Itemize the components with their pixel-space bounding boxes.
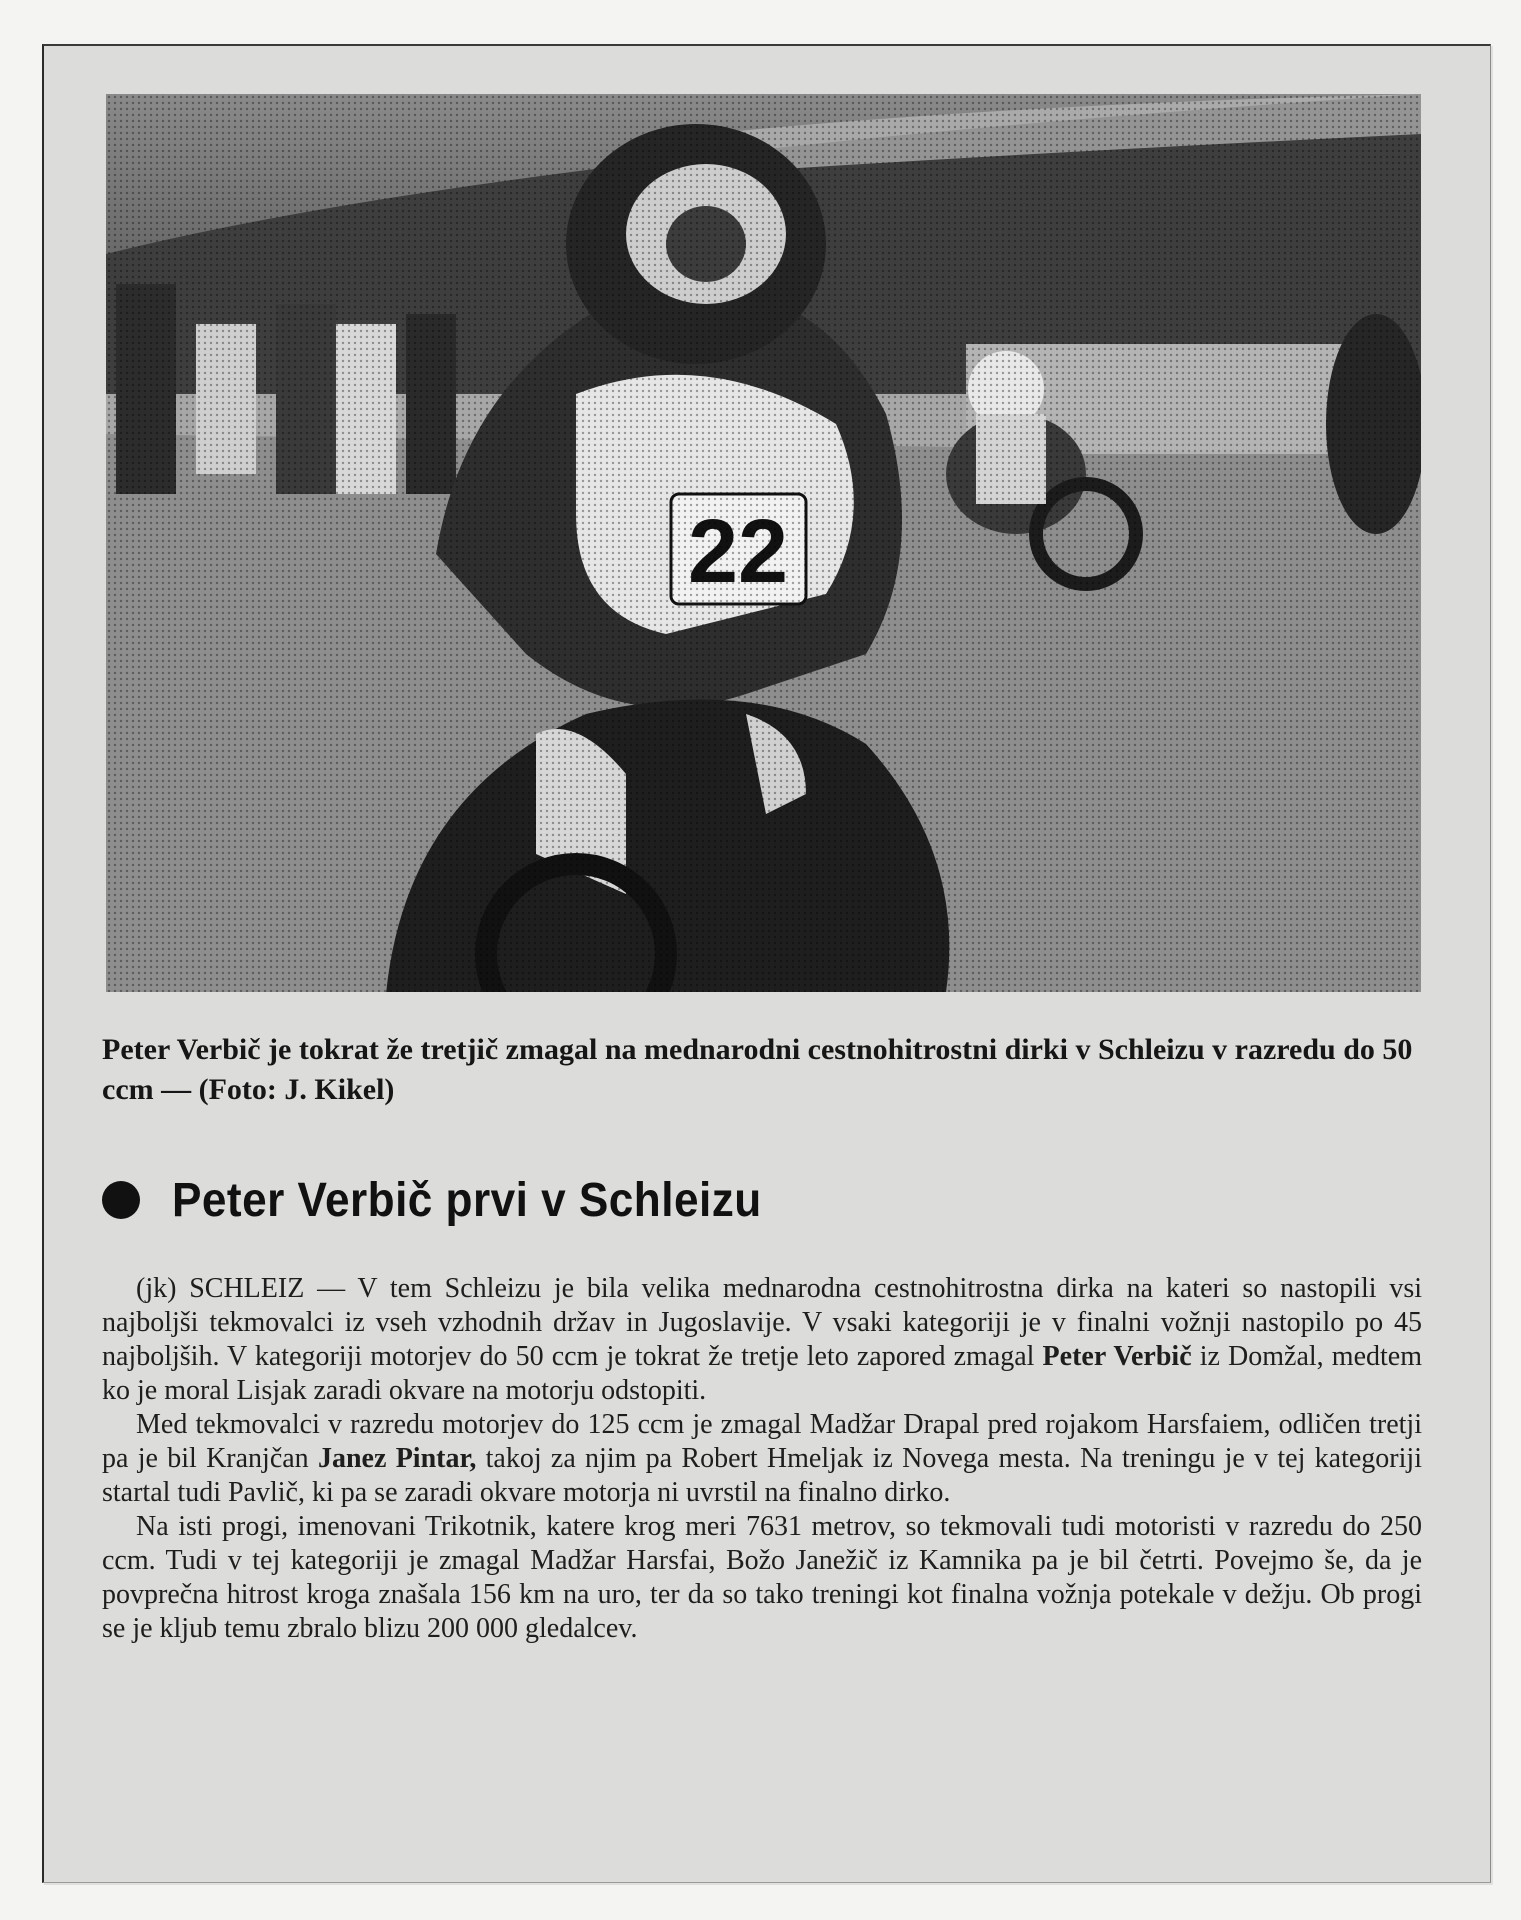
article-body (102, 1272, 1422, 1646)
photo-caption: Peter Verbič je tokrat že tretjič zmagal na mednarodni cestnohitrostni dirki v Schleizu v razredu do 50 ccm — (Foto: J. Kikel) (102, 1033, 1413, 1106)
article-paragraph: Na isti progi, imenovani Trikotnik, katere krog meri 7631 metrov, so tekmovali tudi motoristi v razredu do 250 ccm. Tudi v tej kategoriji je zmagal Madžar Harsfai, Božo Janežič iz Kamnika pa je bil četrti. Povejmo še, da je povprečna hitrost kroga znašala 156 km na uro, ter da so tako treningi kot finalna vožnja potekale v dežju. Ob progi se je kljub temu zbralo blizu 200 000 gledalcev. (102, 1511, 1422, 1644)
bullet-icon (102, 1181, 140, 1219)
headline-text: Peter Verbič prvi v Schleizu (172, 1173, 762, 1227)
paragraph-text: (jk) SCHLEIZ — V tem Schleizu je bila velika mednarodna cestnohitrostna dirka na kateri so nastopili vsi najboljši tekmovalci iz vseh vzhodnih držav in Jugoslavije. V vsaki kategoriji je v finalni vožnji nastopilo po 45 najboljših. V kategoriji motorjev do 50 ccm je tokrat že tretje leto zapored zmagal (102, 1273, 1422, 1372)
article-headline (102, 1170, 1422, 1230)
race-photo (106, 94, 1421, 992)
paragraph-text: Med tekmovalci v razredu motorjev do 125 ccm je zmagal Madžar Drapal pred rojakom Harsfaiem, odličen tretji pa je bil Kranjčan (102, 1409, 1422, 1474)
name-bold: Peter Verbič (1042, 1341, 1192, 1372)
paragraph-text: iz Domžal, medtem ko je moral Lisjak zaradi okvare na motorju odstopiti. (102, 1341, 1422, 1406)
article-paragraph (102, 1272, 1422, 1408)
name-bold: Janez Pintar, (317, 1443, 477, 1474)
paragraph-text: takoj za njim pa Robert Hmeljak iz Novega mesta. Na treningu je v tej kategoriji startal tudi Pavlič, ki pa se zaradi okvare motorja ni uvrstil na finalno dirko. (102, 1443, 1422, 1508)
article-paragraph (102, 1408, 1422, 1510)
